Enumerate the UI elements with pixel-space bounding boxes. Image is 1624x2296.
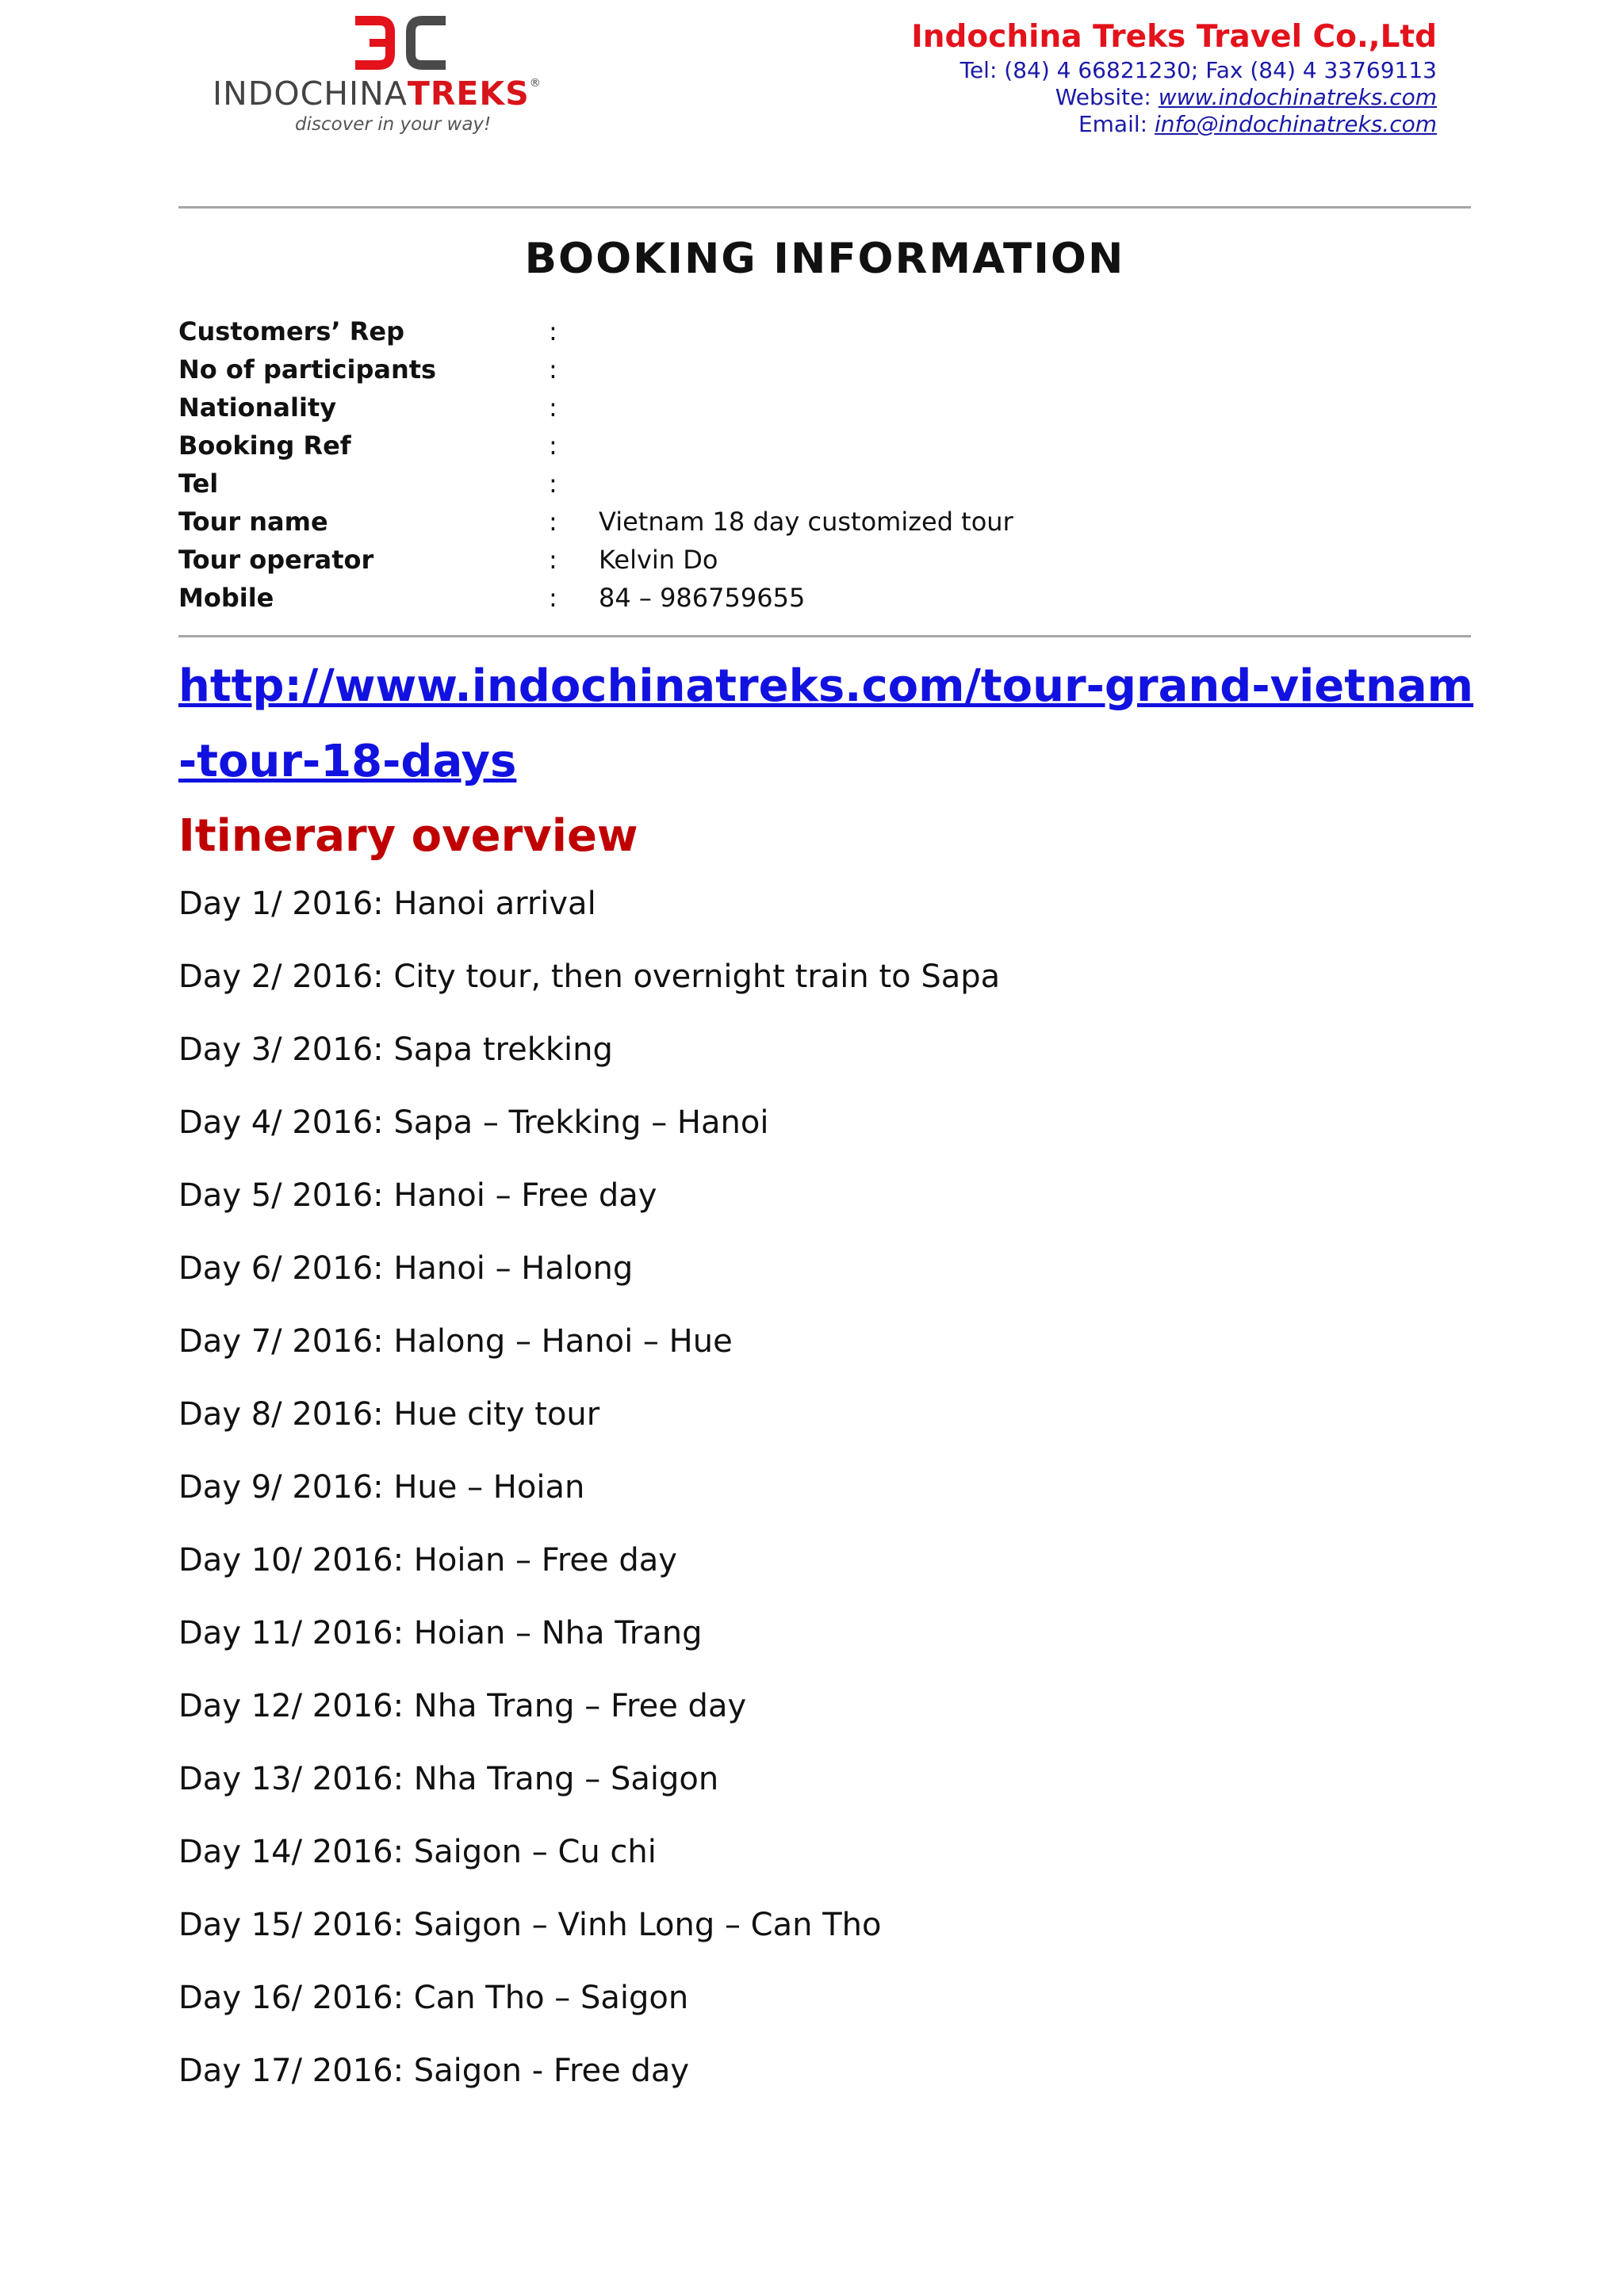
booking-field-separator: : [549, 392, 557, 423]
company-website-line: Website: www.indochinatreks.com [1055, 84, 1437, 110]
booking-field-label: No of participants [178, 354, 437, 385]
booking-divider [178, 635, 1471, 637]
itinerary-day: Day 3/ 2016: Sapa trekking [178, 1031, 613, 1068]
booking-field-row [178, 388, 1471, 427]
itinerary-heading: Itinerary overview [178, 810, 638, 862]
header-divider [178, 206, 1471, 209]
booking-field-label: Customers’ Rep [178, 316, 405, 346]
company-name: Indochina Treks Travel Co.,Ltd [911, 19, 1437, 55]
booking-fields [178, 312, 1471, 617]
itinerary-day: Day 7/ 2016: Halong – Hanoi – Hue [178, 1323, 733, 1360]
booking-field-separator: : [549, 545, 557, 575]
itinerary-day: Day 5/ 2016: Hanoi – Free day [178, 1177, 657, 1214]
booking-field-separator: : [549, 316, 557, 346]
booking-field-row [178, 465, 1471, 503]
itinerary-day: Day 1/ 2016: Hanoi arrival [178, 886, 596, 922]
booking-field-row [178, 503, 1471, 541]
booking-field-row [178, 312, 1471, 350]
booking-field-label: Tour name [178, 507, 328, 537]
tour-url-link[interactable]: http://www.indochinatreks.com/tour-grand-vietnam-tour-18-days [178, 660, 1474, 787]
logo-tagline: discover in your way! [295, 114, 492, 135]
itinerary-day: Day 15/ 2016: Saigon – Vinh Long – Can Tho [178, 1907, 882, 1943]
booking-field-value: Vietnam 18 day customized tour [599, 507, 1013, 537]
logo-wordmark: INDOCHINATREKS® [213, 75, 542, 113]
company-logo [213, 13, 609, 135]
booking-field-row [178, 350, 1471, 388]
booking-field-separator: : [549, 354, 557, 385]
booking-field-separator: : [549, 583, 557, 613]
booking-field-row [178, 579, 1471, 617]
booking-field-row [178, 427, 1471, 465]
booking-field-label: Mobile [178, 583, 274, 613]
itinerary-day: Day 13/ 2016: Nha Trang – Saigon [178, 1761, 719, 1797]
booking-field-separator: : [549, 469, 557, 499]
itinerary-day: Day 8/ 2016: Hue city tour [178, 1396, 600, 1433]
itinerary-day: Day 14/ 2016: Saigon – Cu chi [178, 1834, 657, 1870]
itinerary-day: Day 16/ 2016: Can Tho – Saigon [178, 1980, 689, 2016]
itinerary-day: Day 9/ 2016: Hue – Hoian [178, 1469, 585, 1506]
itinerary-day: Day 10/ 2016: Hoian – Free day [178, 1542, 677, 1578]
booking-field-label: Booking Ref [178, 430, 351, 461]
website-link[interactable]: www.indochinatreks.com [1158, 84, 1437, 110]
itinerary-day: Day 4/ 2016: Sapa – Trekking – Hanoi [178, 1104, 769, 1141]
company-contact-block [911, 17, 1437, 138]
itinerary-day: Day 12/ 2016: Nha Trang – Free day [178, 1688, 747, 1724]
company-email-line: Email: info@indochinatreks.com [1078, 111, 1437, 137]
booking-field-value: Kelvin Do [599, 545, 718, 575]
logo-mark-icon [344, 13, 455, 73]
itinerary-day: Day 6/ 2016: Hanoi – Halong [178, 1250, 634, 1287]
itinerary-day: Day 11/ 2016: Hoian – Nha Trang [178, 1615, 703, 1651]
page-title: BOOKING INFORMATION [524, 235, 1125, 283]
booking-field-label: Nationality [178, 392, 337, 423]
itinerary-list [178, 880, 1000, 2120]
booking-field-label: Tel [178, 469, 219, 499]
booking-field-row [178, 541, 1471, 579]
company-phone-fax: Tel: (84) 4 66821230; Fax (84) 4 33769113 [959, 57, 1437, 83]
itinerary-day: Day 17/ 2016: Saigon - Free day [178, 2053, 690, 2089]
booking-field-separator: : [549, 430, 557, 461]
booking-field-label: Tour operator [178, 545, 374, 575]
booking-field-value: 84 – 986759655 [599, 583, 806, 613]
email-link[interactable]: info@indochinatreks.com [1155, 111, 1437, 137]
booking-field-separator: : [549, 507, 557, 537]
itinerary-day: Day 2/ 2016: City tour, then overnight train to Sapa [178, 959, 1001, 995]
